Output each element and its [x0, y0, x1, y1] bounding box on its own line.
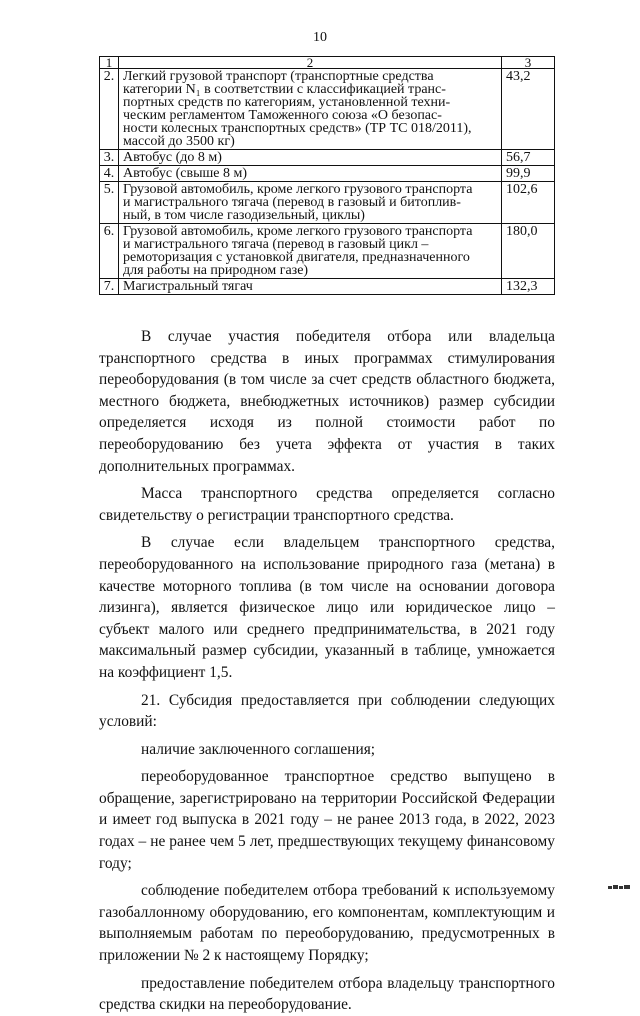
header-cell-3: 3 [502, 57, 555, 69]
category-text-line: массой до 3500 кг) [123, 134, 235, 149]
category-text-line: ности колесных транспортных средств» (ТР ТС 018/2011), [123, 121, 472, 136]
category-text-line: ремоторизация с установкой двигателя, предназначенного [123, 250, 470, 265]
category-text-line: ный, в том числе газодизельный, циклы) [123, 208, 365, 223]
row-number-cell: 6. [100, 224, 119, 279]
table-row [100, 166, 555, 182]
scan-mark-icon [608, 885, 630, 890]
subsidy-value-cell: 102,6 [502, 182, 555, 224]
table-row [100, 69, 555, 150]
row-number-cell: 3. [100, 150, 119, 166]
category-text-line: Автобус (до 8 м) [123, 150, 222, 165]
body-text [99, 326, 555, 1016]
category-text-line: и магистрального тягача (перевод в газовый цикл – [123, 237, 429, 252]
subsidy-value-cell: 56,7 [502, 150, 555, 166]
paragraph-other-programs: В случае участия победителя отбора или владельца транспортного средства в иных программах стимулирования переоборудования (в том числе за счет средств областного бюджета, местного бюджета, внебюджетных источников) размер субсидии определяется исходя из полной стоимости работ по переоборудованию без учета эффекта от участия в таких дополнительных программах. [99, 328, 555, 475]
row-number-cell: 5. [100, 182, 119, 224]
vehicle-category-cell [119, 224, 502, 279]
category-text-line: ческим регламентом Таможенного союза «О безопас- [123, 108, 442, 123]
category-text-line: Грузовой автомобиль, кроме легкого грузового транспорта [123, 182, 473, 197]
vehicle-category-cell [119, 166, 502, 182]
paragraph-agreement: наличие заключенного соглашения; [141, 740, 376, 758]
vehicle-category-cell [119, 279, 502, 295]
row-number-cell: 2. [100, 69, 119, 150]
table-header-row [100, 57, 555, 69]
vehicle-category-cell [119, 69, 502, 150]
category-text-line: категории N₁ в соответствии с классификацией транс- [123, 82, 446, 97]
category-text-line: портных средств по категориям, установленной техни- [123, 95, 451, 110]
table-row [100, 224, 555, 279]
category-text-line: Грузовой автомобиль, кроме легкого грузового транспорта [123, 224, 473, 239]
category-text-line: Автобус (свыше 8 м) [123, 166, 248, 181]
category-text-line: для работы на природном газе) [123, 263, 309, 278]
category-text-line: Легкий грузовой транспорт (транспортные средства [123, 69, 434, 84]
table-row [100, 279, 555, 295]
vehicle-category-cell [119, 150, 502, 166]
paragraph-vehicle-registration: переоборудованное транспортное средство выпущено в обращение, зарегистрировано на территории Российской Федерации и имеет год выпуска в 2021 году – не ранее 2013 года, в 2022, 2023 годах – не ранее чем 5 лет, предшествующих текущему финансовому году; [99, 768, 555, 872]
category-text-line: Магистральный тягач [123, 279, 253, 294]
vehicle-category-cell [119, 182, 502, 224]
header-cell-1: 1 [100, 57, 119, 69]
category-text-line: и магистрального тягача (перевод в газовый и битоплив- [123, 195, 461, 210]
subsidy-value-cell: 43,2 [502, 69, 555, 150]
paragraph-equipment-requirements: соблюдение победителем отбора требований к используемому газобаллонному оборудованию, его компонентам, комплектующим и выполняемым работам по переоборудованию, предусмотренных в приложении № 2 к настоящему Порядку; [99, 882, 555, 965]
subsidy-value-cell: 132,3 [502, 279, 555, 295]
header-cell-2: 2 [119, 57, 502, 69]
paragraph-coefficient: В случае если владельцем транспортного средства, переоборудованного на использование природного газа (метана) в качестве моторного топлива (в том числе на основании договора лизинга), является физическое лицо или юридическое лицо – субъект малого или среднего предпринимательства, в 2021 году максимальный размер субсидии, указанный в таблице, умножается на коэффициент 1,5. [99, 534, 555, 681]
paragraph-vehicle-mass: Масса транспортного средства определяется согласно свидетельству о регистрации транспортного средства. [99, 485, 555, 524]
table-row [100, 182, 555, 224]
subsidy-value-cell: 180,0 [502, 224, 555, 279]
page-number: 10 [313, 30, 327, 45]
row-number-cell: 7. [100, 279, 119, 295]
paragraph-discount: предоставление победителем отбора владельцу транспортного средства скидки на переоборудование. [99, 974, 555, 1014]
paragraph-clause-21: 21. Субсидия предоставляется при соблюдении следующих условий: [99, 691, 555, 731]
subsidy-value-cell: 99,9 [502, 166, 555, 182]
subsidy-rate-table [99, 56, 555, 295]
row-number-cell: 4. [100, 166, 119, 182]
table-row [100, 150, 555, 166]
